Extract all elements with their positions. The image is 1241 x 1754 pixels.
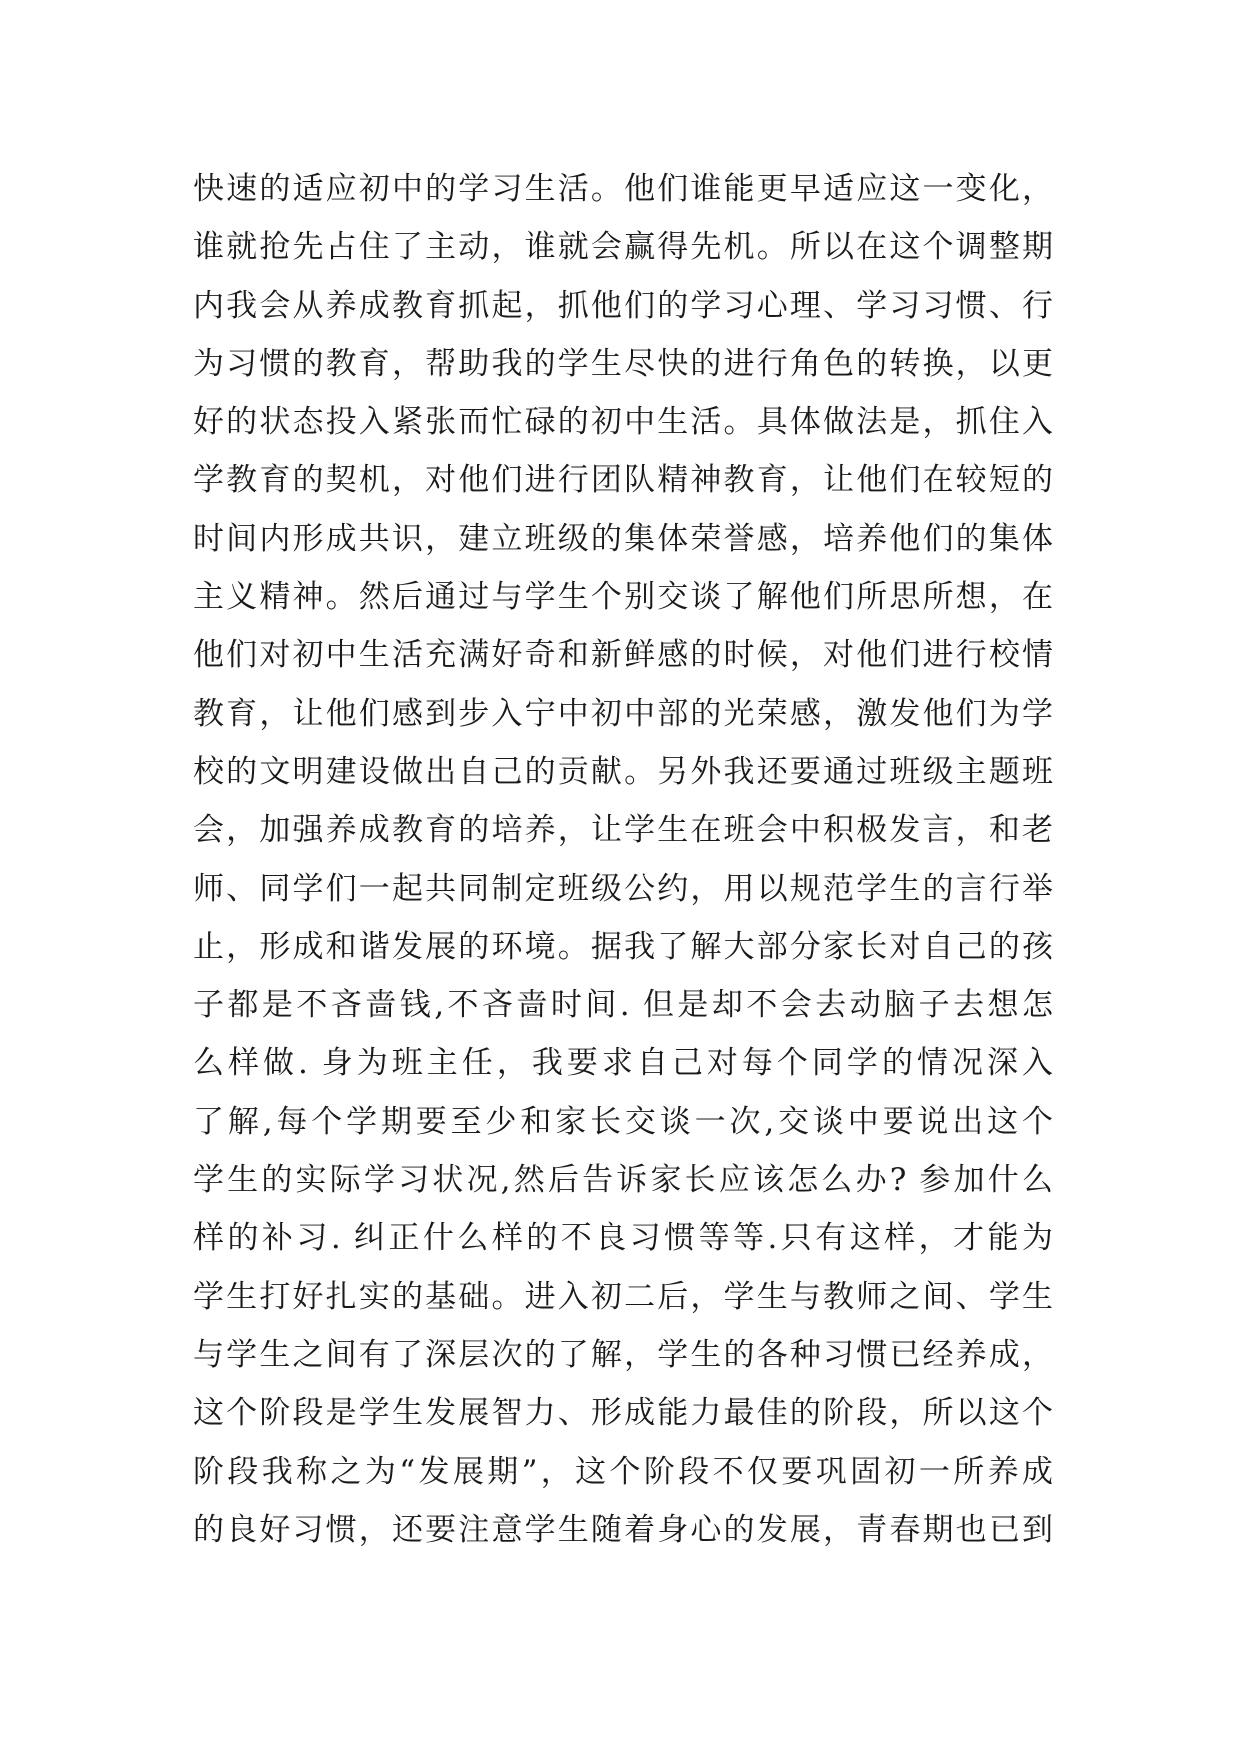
text-line: 学生的实际学习状况,然后告诉家长应该怎么办? 参加什么 [193,1162,1053,1199]
text-line: 主义精神。然后通过与学生个别交谈了解他们所思所想，在 [193,579,1053,616]
text-line: 么样做. 身为班主任，我要求自己对每个同学的情况深入 [193,1045,1053,1082]
text-line: 学教育的契机，对他们进行团队精神教育，让他们在较短的 [193,462,1053,499]
text-line: 样的补习. 纠正什么样的不良习惯等等.只有这样，才能为 [193,1220,1053,1257]
text-line: 好的状态投入紧张而忙碌的初中生活。具体做法是，抓住入 [193,404,1053,441]
text-line: 了解,每个学期要至少和家长交谈一次,交谈中要说出这个 [193,1103,1053,1140]
text-line: 时间内形成共识，建立班级的集体荣誉感，培养他们的集体 [193,520,1053,557]
text-line: 校的文明建设做出自己的贡献。另外我还要通过班级主题班 [193,753,1053,790]
text-line: 与学生之间有了深层次的了解，学生的各种习惯已经养成， [193,1336,1053,1373]
text-line: 他们对初中生活充满好奇和新鲜感的时候，对他们进行校情 [193,637,1053,674]
body-text [193,160,1053,1559]
text-line: 学生打好扎实的基础。进入初二后，学生与教师之间、学生 [193,1278,1053,1315]
text-line: 子都是不吝啬钱,不吝啬时间. 但是却不会去动脑子去想怎 [193,987,1053,1024]
text-line: 止，形成和谐发展的环境。据我了解大部分家长对自己的孩 [193,928,1053,965]
text-line: 阶段我称之为“发展期”，这个阶段不仅要巩固初一所养成 [193,1453,1053,1490]
text-line: 为习惯的教育，帮助我的学生尽快的进行角色的转换，以更 [193,345,1053,382]
text-line: 内我会从养成教育抓起，抓他们的学习心理、学习习惯、行 [193,287,1053,324]
text-line: 这个阶段是学生发展智力、形成能力最佳的阶段，所以这个 [193,1395,1053,1432]
text-line: 教育，让他们感到步入宁中初中部的光荣感，激发他们为学 [193,695,1053,732]
text-line: 快速的适应初中的学习生活。他们谁能更早适应这一变化， [193,171,1053,207]
text-line: 会，加强养成教育的培养，让学生在班会中积极发言，和老 [193,812,1053,849]
text-line: 的良好习惯，还要注意学生随着身心的发展，青春期也已到 [193,1511,1053,1548]
text-line: 师、同学们一起共同制定班级公约，用以规范学生的言行举 [193,870,1053,907]
text-line: 谁就抢先占住了主动，谁就会赢得先机。所以在这个调整期 [193,229,1053,266]
